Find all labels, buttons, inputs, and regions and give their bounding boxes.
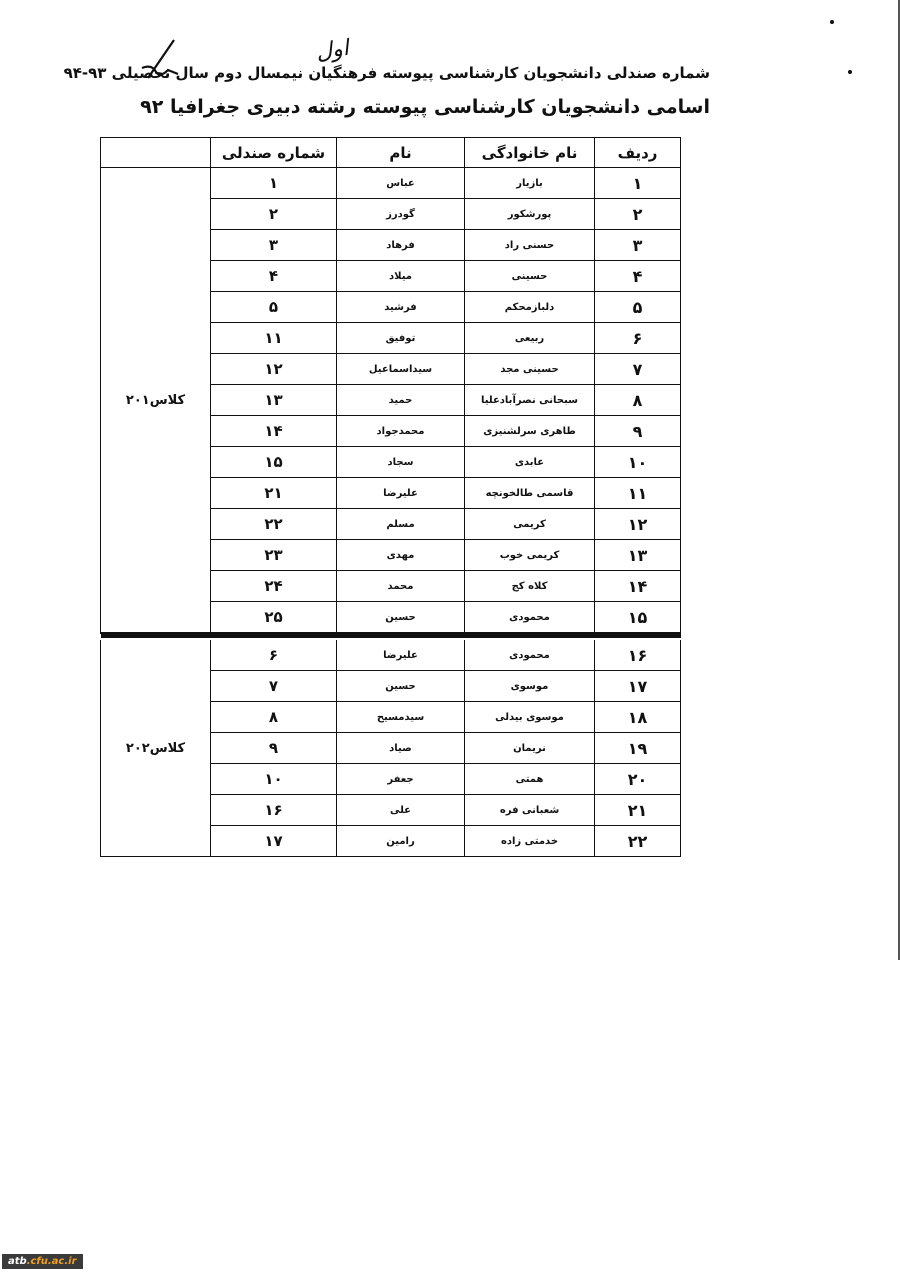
table-row xyxy=(101,639,681,671)
seat-number-cell: ۱۵ xyxy=(211,447,337,478)
first-name-cell: توفیق xyxy=(337,323,465,354)
seat-number-cell: ۴ xyxy=(211,261,337,292)
seat-number-cell: ۷ xyxy=(211,671,337,702)
first-name-cell: مهدی xyxy=(337,540,465,571)
first-name-cell: علی xyxy=(337,795,465,826)
seat-number-cell: ۱۴ xyxy=(211,416,337,447)
row-number-cell: ۱۷ xyxy=(595,671,681,702)
first-name-cell: عباس xyxy=(337,168,465,199)
seat-number-cell: ۹ xyxy=(211,733,337,764)
header-family-name: نام خانوادگی xyxy=(465,138,595,168)
family-name-cell: عابدی xyxy=(465,447,595,478)
first-name-cell: محمدجواد xyxy=(337,416,465,447)
scan-speck xyxy=(830,20,834,24)
class-group-label: کلاس۲۰۲ xyxy=(101,639,211,857)
scan-speck xyxy=(848,70,852,74)
handwritten-annotation: اول xyxy=(314,35,351,66)
family-name-cell: نریمان xyxy=(465,733,595,764)
family-name-cell: شعبانی فره xyxy=(465,795,595,826)
family-name-cell: محمودی xyxy=(465,602,595,634)
seat-number-cell: ۲۵ xyxy=(211,602,337,634)
seating-table xyxy=(100,137,681,857)
seat-number-cell: ۲۲ xyxy=(211,509,337,540)
seat-number-cell: ۱۱ xyxy=(211,323,337,354)
row-number-cell: ۲ xyxy=(595,199,681,230)
seat-number-cell: ۲۴ xyxy=(211,571,337,602)
family-name-cell: خدمتی زاده xyxy=(465,826,595,857)
seat-number-cell: ۱ xyxy=(211,168,337,199)
first-name-cell: سیدمسیح xyxy=(337,702,465,733)
family-name-cell: قاسمی طالخونچه xyxy=(465,478,595,509)
header-first-name: نام xyxy=(337,138,465,168)
row-number-cell: ۲۰ xyxy=(595,764,681,795)
family-name-cell: حسنی راد xyxy=(465,230,595,261)
row-number-cell: ۳ xyxy=(595,230,681,261)
watermark-prefix: atb xyxy=(8,1256,27,1267)
family-name-cell: سبحانی نصرآبادعلیا xyxy=(465,385,595,416)
row-number-cell: ۱۹ xyxy=(595,733,681,764)
first-name-cell: سجاد xyxy=(337,447,465,478)
first-name-cell: مسلم xyxy=(337,509,465,540)
first-name-cell: گودرز xyxy=(337,199,465,230)
family-name-cell: موسوی xyxy=(465,671,595,702)
row-number-cell: ۱۳ xyxy=(595,540,681,571)
first-name-cell: علیرضا xyxy=(337,478,465,509)
seat-number-cell: ۱۷ xyxy=(211,826,337,857)
family-name-cell: حسینی xyxy=(465,261,595,292)
family-name-cell: کریمی xyxy=(465,509,595,540)
row-number-cell: ۱۸ xyxy=(595,702,681,733)
family-name-cell: همتی xyxy=(465,764,595,795)
row-number-cell: ۱۶ xyxy=(595,639,681,671)
first-name-cell: حسین xyxy=(337,671,465,702)
family-name-cell: ربیعی xyxy=(465,323,595,354)
row-number-cell: ۲۲ xyxy=(595,826,681,857)
table-header-row xyxy=(101,138,681,168)
site-watermark xyxy=(2,1254,83,1269)
seat-number-cell: ۲۳ xyxy=(211,540,337,571)
row-number-cell: ۱۲ xyxy=(595,509,681,540)
seat-number-cell: ۲۱ xyxy=(211,478,337,509)
family-name-cell: حسینی مجد xyxy=(465,354,595,385)
seat-number-cell: ۱۰ xyxy=(211,764,337,795)
document-title: اسامی دانشجویان کارشناسی پیوسته رشته دبیری جغرافیا ۹۲ xyxy=(140,96,710,118)
family-name-cell: کریمی خوب xyxy=(465,540,595,571)
watermark-domain: .cfu.ac.ir xyxy=(26,1256,77,1267)
family-name-cell: موسوی بیدلی xyxy=(465,702,595,733)
table-body xyxy=(101,168,681,857)
class-group-label: کلاس۲۰۱ xyxy=(101,168,211,634)
first-name-cell: محمد xyxy=(337,571,465,602)
first-name-cell: میلاد xyxy=(337,261,465,292)
family-name-cell: پورشکور xyxy=(465,199,595,230)
row-number-cell: ۱ xyxy=(595,168,681,199)
seat-number-cell: ۱۲ xyxy=(211,354,337,385)
row-number-cell: ۶ xyxy=(595,323,681,354)
first-name-cell: حمید xyxy=(337,385,465,416)
header-row-number: ردیف xyxy=(595,138,681,168)
row-number-cell: ۷ xyxy=(595,354,681,385)
first-name-cell: حسین xyxy=(337,602,465,634)
first-name-cell: سیداسماعیل xyxy=(337,354,465,385)
first-name-cell: علیرضا xyxy=(337,639,465,671)
seat-number-cell: ۱۳ xyxy=(211,385,337,416)
seat-number-cell: ۶ xyxy=(211,639,337,671)
family-name-cell: کلاه کج xyxy=(465,571,595,602)
first-name-cell: فرشید xyxy=(337,292,465,323)
family-name-cell: محمودی xyxy=(465,639,595,671)
row-number-cell: ۱۵ xyxy=(595,602,681,634)
row-number-cell: ۵ xyxy=(595,292,681,323)
row-number-cell: ۱۱ xyxy=(595,478,681,509)
row-number-cell: ۹ xyxy=(595,416,681,447)
table-row xyxy=(101,168,681,199)
first-name-cell: صیاد xyxy=(337,733,465,764)
family-name-cell: طاهری سرلشنیزی xyxy=(465,416,595,447)
seat-number-cell: ۲ xyxy=(211,199,337,230)
family-name-cell: دلبازمحکم xyxy=(465,292,595,323)
row-number-cell: ۴ xyxy=(595,261,681,292)
seat-number-cell: ۸ xyxy=(211,702,337,733)
first-name-cell: رامین xyxy=(337,826,465,857)
row-number-cell: ۲۱ xyxy=(595,795,681,826)
seat-number-cell: ۱۶ xyxy=(211,795,337,826)
seat-number-cell: ۵ xyxy=(211,292,337,323)
header-seat-number: شماره صندلی xyxy=(211,138,337,168)
seat-number-cell: ۳ xyxy=(211,230,337,261)
row-number-cell: ۱۴ xyxy=(595,571,681,602)
family-name-cell: بازیار xyxy=(465,168,595,199)
row-number-cell: ۸ xyxy=(595,385,681,416)
first-name-cell: جعفر xyxy=(337,764,465,795)
header-group xyxy=(101,138,211,168)
document-subtitle: شماره صندلی دانشجویان کارشناسی پیوسته فرهنگیان نیمسال دوم سال تحصیلی ۹۳-۹۴ xyxy=(63,64,710,82)
row-number-cell: ۱۰ xyxy=(595,447,681,478)
first-name-cell: فرهاد xyxy=(337,230,465,261)
